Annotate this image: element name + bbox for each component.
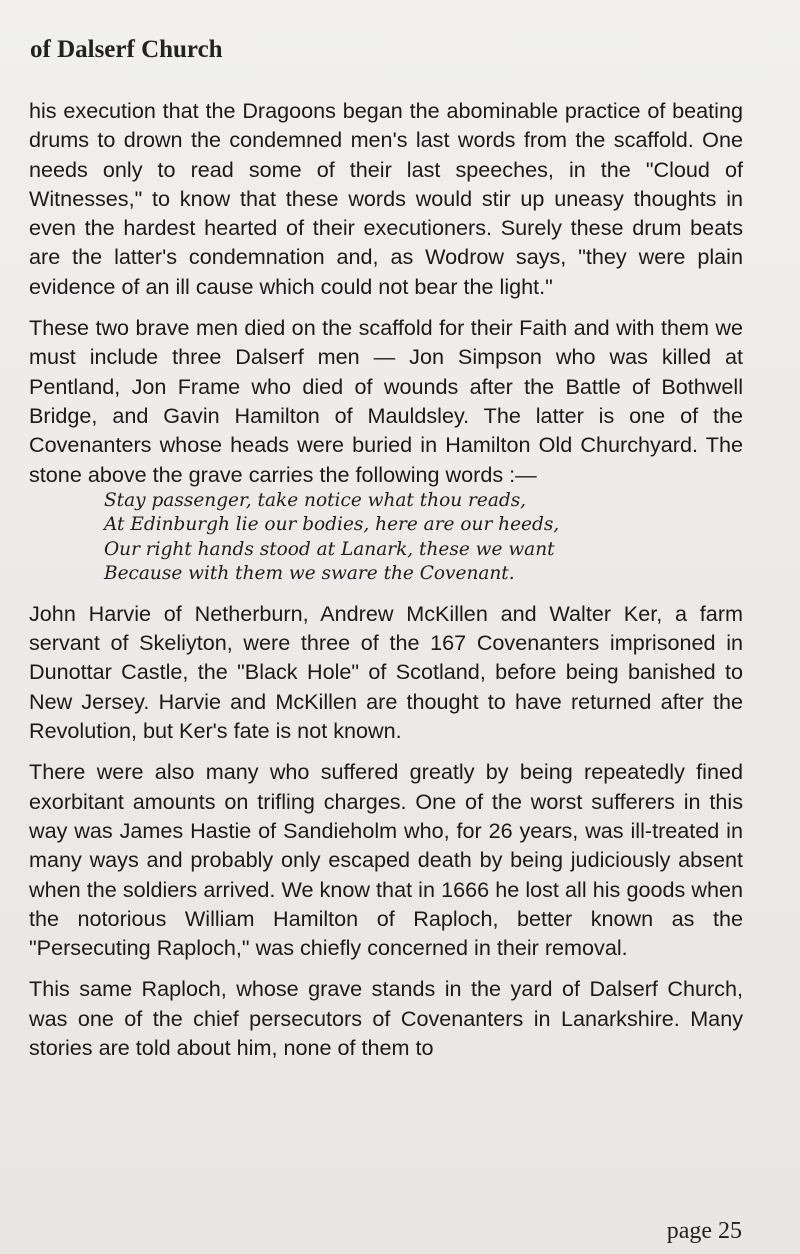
verse-line: At Edinburgh lie our bodies, here are our heeds,: [104, 514, 560, 536]
paragraph-drums: his execution that the Dragoons began the abominable practice of beating drums to drown the condemned men's last words from the scaffold. One needs only to read some of their last speeches, in the "Cloud of Witnesses," to know that these words would stir up uneasy thoughts in even the hardest hearted of their executioners. Surely these drum beats are the latter's condemnation and, as Wodrow says, "they were plain evidence of an ill cause which could not bear the light.": [29, 98, 743, 299]
verse-line: Because with them we sware the Covenant.: [104, 563, 515, 585]
paragraph-dunottar: John Harvie of Netherburn, Andrew McKillen and Walter Ker, a farm servant of Skeliyton, were three of the 167 Covenanters imprisoned in Dunottar Castle, the "Black Hole" of Scotland, before being banished to New Jersey. Harvie and McKillen are thought to have returned after the Revolution, but Ker's fate is not known.: [29, 600, 743, 744]
gravestone-verse: [104, 489, 743, 587]
verse-line: Stay passenger, take notice what thou reads,: [104, 489, 527, 511]
running-header: of Dalserf Church: [30, 36, 223, 63]
verse-line: Our right hands stood at Lanark, these we want: [104, 538, 555, 560]
page-number: page 25: [666, 1218, 742, 1244]
body-text: [29, 96, 743, 1074]
paragraph-raploch: This same Raploch, whose grave stands in the yard of Dalserf Church, was one of the chief persecutors of Covenanters in Lanarkshire. Many stories are told about him, none of them to: [29, 976, 743, 1061]
paragraph-dalserf-men: These two brave men died on the scaffold for their Faith and with them we must include three Dalserf men — Jon Simpson who was killed at Pentland, Jon Frame who died of wounds after the Battle of Bothwell Bridge, and Gavin Hamilton of Mauldsley. The latter is one of the Covenanters whose heads were buried in Hamilton Old Churchyard. The stone above the grave carries the following words :—: [29, 315, 743, 487]
paragraph-fines: There were also many who suffered greatly by being repeatedly fined exorbitant amounts on trifling charges. One of the worst sufferers in this way was James Hastie of Sandieholm who, for 26 years, was ill-treated in many ways and probably only escaped death by being judiciously absent when the soldiers arrived. We know that in 1666 he lost all his goods when the notorious William Hamilton of Raploch, better known as the "Persecuting Raploch," was chiefly concerned in their removal.: [29, 759, 743, 961]
